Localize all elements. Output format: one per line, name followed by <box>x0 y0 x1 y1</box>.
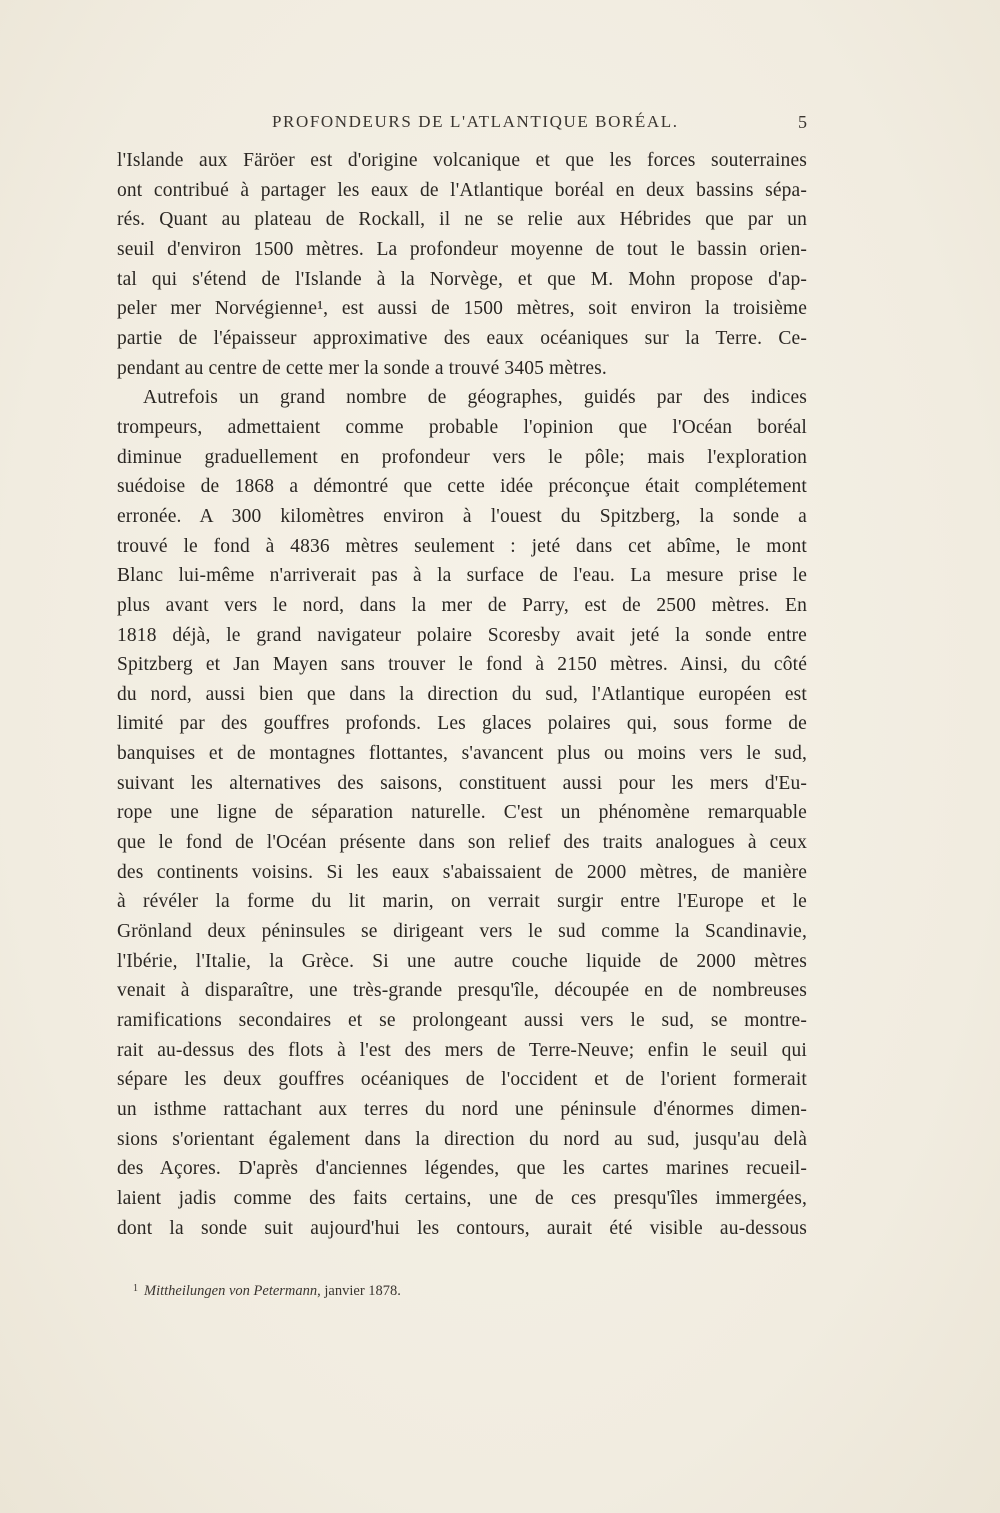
text-line: diminue graduellement en profondeur vers le pôle; mais l'exploration <box>117 446 807 468</box>
text-line: limité par des gouffres profonds. Les glaces polaires qui, sous forme de <box>117 713 807 735</box>
text-line: que le fond de l'Océan présente dans son relief des traits analogues à ceux <box>117 832 807 854</box>
text-line: suédoise de 1868 a démontré que cette idée préconçue était complétement <box>117 476 807 498</box>
text-line: des continents voisins. Si les eaux s'abaissaient de 2000 mètres, de manière <box>117 861 807 883</box>
text-line: un isthme rattachant aux terres du nord une péninsule d'énormes dimen- <box>117 1099 807 1120</box>
text-line: dont la sonde suit aujourd'hui les contours, aurait été visible au-dessous <box>117 1217 807 1239</box>
text-line: du nord, aussi bien que dans la direction du sud, l'Atlantique européen est <box>117 683 807 705</box>
text-line: seuil d'environ 1500 mètres. La profondeur moyenne de tout le bassin orien- <box>117 238 807 260</box>
text-line: partie de l'épaisseur approximative des eaux océaniques sur la Terre. Ce- <box>117 327 807 349</box>
text-line: l'Ibérie, l'Italie, la Grèce. Si une autre couche liquide de 2000 mètres <box>117 950 807 972</box>
footnote <box>133 1283 401 1300</box>
text-line: Blanc lui-même n'arriverait pas à la surface de l'eau. La mesure prise le <box>117 565 807 587</box>
text-line: l'Islande aux Färöer est d'origine volcanique et que les forces souterraines <box>117 150 807 171</box>
page-number: 5 <box>798 112 807 132</box>
running-title: PROFONDEURS DE L'ATLANTIQUE BORÉAL. <box>272 112 679 131</box>
footnote-date: , janvier 1878. <box>317 1283 401 1299</box>
text-line: sépare les deux gouffres océaniques de l'occident et de l'orient formerait <box>117 1069 807 1091</box>
text-line: trompeurs, admettaient comme probable l'opinion que l'Océan boréal <box>117 416 807 438</box>
text-line: sions s'orientant également dans la direction du nord au sud, jusqu'au delà <box>117 1128 807 1150</box>
text-line: ramifications secondaires et se prolongeant aussi vers le sud, se montre- <box>117 1010 807 1032</box>
body-text <box>117 146 807 1243</box>
text-line: 1818 déjà, le grand navigateur polaire Scoresby avait jeté la sonde entre <box>117 624 807 646</box>
text-line: rés. Quant au plateau de Rockall, il ne se relie aux Hébrides que par un <box>117 209 807 231</box>
text-line: venait à disparaître, une très-grande presqu'île, découpée en de nombreuses <box>117 980 807 1002</box>
text-line: rope une ligne de séparation naturelle. C'est un phénomène remarquable <box>117 802 807 824</box>
text-line: plus avant vers le nord, dans la mer de Parry, est de 2500 mètres. En <box>117 594 807 616</box>
text-line: Spitzberg et Jan Mayen sans trouver le fond à 2150 mètres. Ainsi, du côté <box>117 654 807 676</box>
text-line: pendant au centre de cette mer la sonde a trouvé 3405 mètres. <box>117 357 607 379</box>
text-line: banquises et de montagnes flottantes, s'avancent plus ou moins vers le sud, <box>117 743 807 765</box>
text-line: Grönland deux péninsules se dirigeant vers le sud comme la Scandinavie, <box>117 921 807 943</box>
running-head <box>117 112 807 140</box>
text-line: Autrefois un grand nombre de géographes, guidés par des indices <box>143 387 807 409</box>
text-line: suivant les alternatives des saisons, constituent aussi pour les mers d'Eu- <box>117 772 807 794</box>
text-line: erronée. A 300 kilomètres environ à l'ouest du Spitzberg, la sonde a <box>117 505 807 527</box>
text-line: des Açores. D'après d'anciennes légendes, que les cartes marines recueil- <box>117 1158 807 1180</box>
text-line: rait au-dessus des flots à l'est des mers de Terre-Neuve; enfin le seuil qui <box>117 1039 807 1061</box>
text-line: trouvé le fond à 4836 mètres seulement : jeté dans cet abîme, le mont <box>117 535 807 557</box>
text-line: peler mer Norvégienne¹, est aussi de 1500 mètres, soit environ la troisième <box>117 298 807 320</box>
footnote-mark: 1 <box>133 1283 138 1294</box>
text-line: laient jadis comme des faits certains, une de ces presqu'îles immergées, <box>117 1187 807 1209</box>
text-line: ont contribué à partager les eaux de l'Atlantique boréal en deux bassins sépa- <box>117 179 807 201</box>
footnote-source: Mittheilungen von Petermann <box>144 1283 318 1299</box>
text-line: à révéler la forme du lit marin, on verrait surgir entre l'Europe et le <box>117 891 807 913</box>
text-line: tal qui s'étend de l'Islande à la Norvège, et que M. Mohn propose d'ap- <box>117 268 807 290</box>
